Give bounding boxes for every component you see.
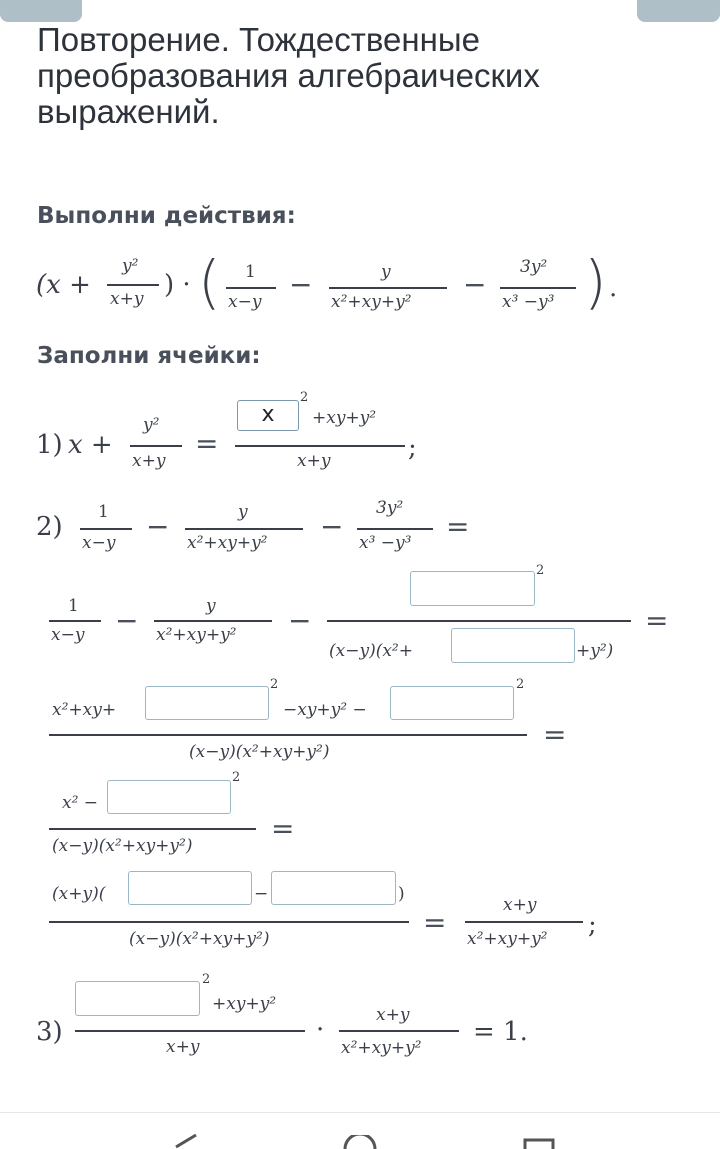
- step2-r4-box[interactable]: [107, 780, 231, 814]
- step2-c-num: 3y²: [376, 498, 404, 518]
- step2-r3-den: (x−y)(x²+xy+y²): [189, 742, 330, 762]
- expr-left-paren: (: [198, 248, 221, 316]
- step3-label: 3): [36, 1017, 63, 1047]
- step1-lhs-num: y²: [143, 415, 160, 435]
- step2-r3-box-2[interactable]: [390, 686, 514, 720]
- step1-input-box[interactable]: x: [237, 400, 299, 431]
- top-left-tab: [0, 0, 82, 22]
- step3-dot: ·: [316, 1015, 325, 1045]
- expr-right-paren: ): [584, 248, 607, 316]
- fill-prompt-heading: Заполни ячейки:: [37, 343, 261, 369]
- step2-b-num: y: [238, 502, 248, 522]
- step2-r5-box-2[interactable]: [271, 871, 396, 905]
- step2-result-den: x²+xy+y²: [467, 929, 548, 949]
- step2-b-den: x²+xy+y²: [187, 533, 268, 553]
- step3-input-box[interactable]: [75, 981, 200, 1016]
- step2-minus-2: −: [320, 510, 344, 543]
- step2-b-bar: [185, 528, 303, 530]
- back-icon[interactable]: [170, 1133, 200, 1149]
- step2-eq-3: =: [543, 718, 567, 751]
- step2-end: ;: [588, 910, 597, 940]
- step2-r3-bar: [49, 734, 527, 736]
- step2-r2-sq: 2: [536, 563, 545, 578]
- step2-r2-minus-2: −: [288, 604, 312, 637]
- step2-r5-num-left: (x+y)(: [52, 884, 106, 904]
- expr-end: .: [609, 273, 618, 303]
- step2-minus-1: −: [146, 510, 170, 543]
- step1-rhs-bar: [235, 445, 405, 447]
- step2-r5-den: (x−y)(x²+xy+y²): [129, 929, 270, 949]
- step2-r5-box-1[interactable]: [128, 871, 252, 905]
- step1-sq: 2: [300, 390, 309, 405]
- step2-r4-bar: [49, 828, 256, 830]
- step2-r2-b-num: y: [206, 596, 216, 616]
- expr-g3-bar: [500, 287, 576, 289]
- step3-bar: [75, 1030, 305, 1032]
- step2-a-den: x−y: [82, 533, 116, 553]
- expr-minus-1: −: [289, 268, 313, 301]
- step2-r2-b-den: x²+xy+y²: [156, 625, 237, 645]
- step2-c-bar: [357, 528, 433, 530]
- system-nav-bar: [0, 1112, 720, 1147]
- step2-r2-num-box[interactable]: [410, 571, 535, 606]
- instruction-heading: Выполни действия:: [37, 203, 296, 229]
- step2-r3-sq-2: 2: [516, 677, 525, 692]
- step2-r2-a-bar: [49, 620, 101, 622]
- step2-r2-c-bar: [327, 620, 631, 622]
- step3-f-bar: [339, 1030, 459, 1032]
- expr-g3-num: 3y²: [520, 257, 548, 277]
- step2-r2-den-box[interactable]: [451, 628, 575, 663]
- step2-result-bar: [465, 921, 583, 923]
- expr-close-dot: ) ·: [164, 270, 191, 300]
- top-right-tab: [637, 0, 720, 22]
- step2-eq-2: =: [645, 604, 669, 637]
- expr-g1-bar: [226, 287, 276, 289]
- step2-r2-b-bar: [154, 620, 272, 622]
- home-icon[interactable]: [342, 1135, 378, 1149]
- step1-num-tail: +xy+y²: [312, 408, 377, 428]
- step1-label: 1): [36, 430, 63, 460]
- page-title: Повторение. Тождественные преобразования алгебраических выражений.: [37, 21, 540, 130]
- step2-eq-5: =: [423, 906, 447, 939]
- step2-r2-den-left: (x−y)(x²+: [329, 641, 413, 661]
- step2-eq-1: =: [446, 510, 470, 543]
- step2-label: 2): [36, 512, 63, 542]
- step2-a-bar: [80, 528, 132, 530]
- step1-end: ;: [408, 433, 417, 463]
- step3-num-tail: +xy+y²: [212, 994, 277, 1014]
- step3-f-num: x+y: [376, 1005, 410, 1025]
- step3-sq: 2: [202, 972, 211, 987]
- expr-f1-den: x+y: [110, 289, 144, 309]
- step2-r3-num-mid: −xy+y² −: [283, 700, 367, 720]
- step1-eq: =: [195, 427, 219, 460]
- step2-r4-num: x² −: [62, 793, 99, 813]
- step2-r2-den-right: +y²): [576, 641, 614, 661]
- expr-f1-bar: [107, 284, 159, 286]
- step2-r2-minus-1: −: [115, 604, 139, 637]
- step2-c-den: x³ −y³: [359, 533, 412, 553]
- expr-g2-num: y: [381, 262, 391, 282]
- step2-r5-num-mid: −: [254, 884, 269, 904]
- step2-r5-bar: [49, 921, 409, 923]
- step3-result: = 1.: [473, 1017, 528, 1047]
- step2-result-num: x+y: [503, 895, 537, 915]
- expr-open: (x +: [36, 270, 91, 300]
- step2-r4-sq: 2: [232, 770, 241, 785]
- step2-r2-a-num: 1: [68, 596, 79, 616]
- step3-f-den: x²+xy+y²: [341, 1038, 422, 1058]
- expr-f1-num: y²: [122, 256, 139, 276]
- step2-r3-box-1[interactable]: [145, 686, 269, 720]
- step2-r3-sq-1: 2: [270, 677, 279, 692]
- expr-g2-bar: [329, 287, 447, 289]
- step2-a-num: 1: [98, 502, 109, 522]
- expr-g1-den: x−y: [228, 292, 262, 312]
- step2-r2-a-den: x−y: [51, 625, 85, 645]
- step2-eq-4: =: [271, 812, 295, 845]
- expr-g2-den: x²+xy+y²: [331, 292, 412, 312]
- expr-minus-2: −: [463, 268, 487, 301]
- step1-den: x+y: [297, 451, 331, 471]
- expr-g1-num: 1: [245, 262, 256, 282]
- expr-g3-den: x³ −y³: [502, 292, 555, 312]
- step2-r3-num-left: x²+xy+: [52, 700, 117, 720]
- step2-r4-den: (x−y)(x²+xy+y²): [52, 836, 193, 856]
- step2-r5-num-right: ): [398, 884, 405, 904]
- step1-lhs-bar: [130, 445, 182, 447]
- recents-icon[interactable]: [522, 1137, 556, 1149]
- step1-lhs-den: x+y: [132, 451, 166, 471]
- step1-lhs-start: x +: [68, 430, 113, 460]
- step3-den: x+y: [166, 1037, 200, 1057]
